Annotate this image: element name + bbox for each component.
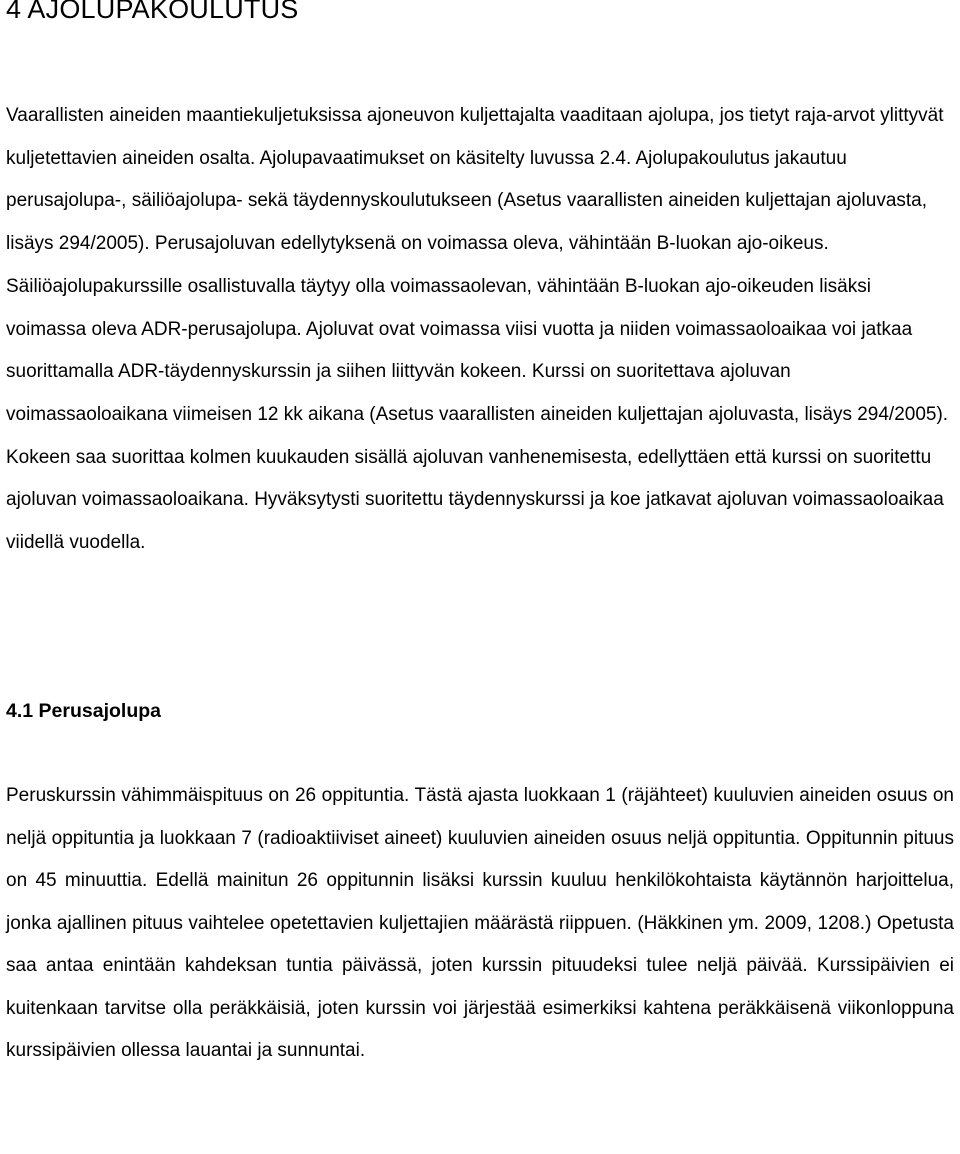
intro-paragraph: Vaarallisten aineiden maantiekuljetuksissa ajoneuvon kuljettajalta vaaditaan ajolupa, jos tietyt raja-arvot ylittyvät kuljetettavien aineiden osalta. Ajolupavaatimukset on käsitelty luvussa 2.4. Ajolupakoulutus jakautuu perusajolupa-, säiliöajolupa- sekä täydennyskoulutukseen (Asetus vaarallisten aineiden kuljettajan ajoluvasta, lisäys 294/2005). Perusajoluvan edellytyksenä on voimassa oleva, vähintään B-luokan ajo-oikeus. Säiliöajolupakurssille osallistuvalla täytyy olla voimassaolevan, vähintään B-luokan ajo-oikeuden lisäksi voimassa oleva ADR-perusajolupa. Ajoluvat ovat voimassa viisi vuotta ja niiden voimassaoloaikaa voi jatkaa suorittamalla ADR-täydennyskurssin ja siihen liittyvän kokeen. Kurssi on suoritettava ajoluvan voimassaoloaikana viimeisen 12 kk aikana (Asetus vaarallisten aineiden kuljettajan ajoluvasta, lisäys 294/2005). Kokeen saa suorittaa kolmen kuukauden sisällä ajoluvan vanhenemisesta, edellyttäen että kurssi on suoritettu ajoluvan voimassaoloaikana. Hyväksytysti suoritettu täydennyskurssi ja koe jatkavat ajoluvan voimassaoloaikaa viidellä vuodella. [6,105,949,554]
course-paragraph: Peruskurssin vähimmäispituus on 26 oppituntia. Tästä ajasta luokkaan 1 (räjähteet) kuuluvien aineiden osuus on neljä oppituntia ja luokkaan 7 (radioaktiiviset aineet) kuuluvien aineiden osuus neljä oppituntia. Oppitunnin pituus on 45 minuuttia. Edellä mainitun 26 oppitunnin lisäksi kurssin kuuluu henkilökohtaista käytännön harjoittelua, jonka ajallinen pituus vaihtelee opetettavien kuljettajien määrästä riippuen. (Häkkinen ym. 2009, 1208.) Opetusta saa antaa enintään kahdeksan tuntia päivässä, joten kurssin pituudeksi tulee neljä päivää. Kurssipäivien ei kuitenkaan tarvitse olla peräkkäisiä, joten kurssin voi järjestää esimerkiksi kahtena peräkkäisenä viikonloppuna kurssipäivien ollessa lauantai ja sunnuntai. [6,785,954,1061]
subsection-heading: 4.1 Perusajolupa [6,700,161,722]
section-heading: 4 AJOLUPAKOULUTUS [6,0,299,24]
